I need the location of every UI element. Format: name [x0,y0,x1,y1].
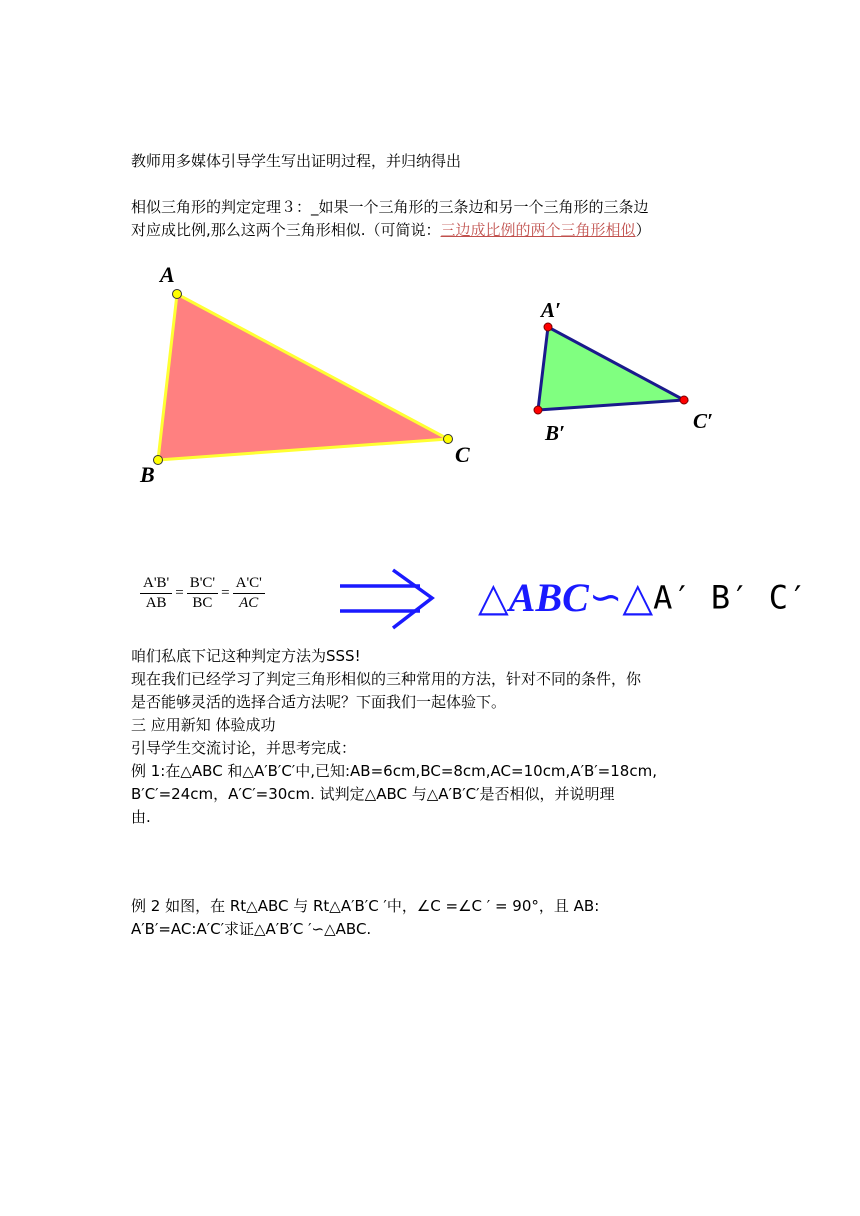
similar-symbol: ∽ [588,574,623,621]
triangle-symbol: △ [478,574,509,621]
triangles-figure [0,0,860,540]
label-c-prime: C′ [693,409,713,433]
fraction-2-numerator: B'C' [187,575,218,594]
example-2-line-2: A′B′=AC:A′C′求证△A′B′C ′∽△ABC. [131,920,372,938]
fraction-3-denominator: AC [239,595,259,611]
fraction-3 [233,575,265,612]
vertex-b [154,456,163,465]
triangle-symbol-2: △ [622,574,654,621]
vertex-c [444,435,453,444]
example-2-line-1: 例 2 如图，在 Rt△ABC 与 Rt△A′B′C ′中，∠C =∠C ′ = 90°，且 AB: [131,897,600,915]
fraction-2-denominator: BC [192,595,213,611]
fraction-2 [187,575,218,612]
vertex-a [173,290,182,299]
triangle-a-prime-b-prime-c-prime [538,327,684,410]
section-heading: 三 应用新知 体验成功 [131,716,276,734]
theorem-line-2-end: ） [635,221,651,239]
label-a: A [160,262,175,287]
fraction-1 [140,575,172,612]
similarity-conclusion [478,574,807,621]
theorem-line-1: 相似三角形的判定定理３：_如果一个三角形的三条边和另一个三角形的三条边 [131,198,649,216]
discussion-prompt: 引导学生交流讨论，并思考完成： [131,739,357,757]
triangle-abc [158,294,448,460]
vertex-c-prime [680,396,688,404]
equals-sign-1: = [175,585,184,601]
sss-note: 咱们私底下记这种判定方法为SSS! [131,647,361,665]
equals-sign-2: = [221,585,230,601]
example-1-line-3: 由. [131,808,151,826]
example-1-line-1: 例 1:在△ABC 和△A′B′C′中,已知:AB=6cm,BC=8cm,AC=10cm,A′B′=18cm, [131,762,657,780]
fraction-1-denominator: AB [145,595,167,611]
fraction-1-numerator: A'B' [140,575,172,594]
vertex-b-prime [534,406,542,414]
conclusion-abc: ABC [508,575,589,620]
review-line-1: 现在我们已经学习了判定三角形相似的三种常用的方法，针对不同的条件，你 [131,670,642,688]
example-1-line-2: B′C′=24cm，A′C′=30cm. 试判定△ABC 与△A′B′C′是否相似，并说明理 [131,785,615,803]
ratio-formula [140,575,265,612]
theorem-line-2-text: 对应成比例,那么这两个三角形相似.（可简说： [131,221,441,239]
conclusion-a-prime-b-prime-c-prime: A′ B′ C′ [653,578,808,617]
vertex-a-prime [544,323,552,331]
label-b: B [140,462,155,487]
review-line-2: 是否能够灵活的选择合适方法呢？下面我们一起体验下。 [131,693,507,711]
label-b-prime: B′ [545,421,565,445]
fraction-3-numerator: A'C' [233,575,265,594]
intro-text: 教师用多媒体引导学生写出证明过程，并归纳得出 [131,152,462,170]
theorem-summary-link[interactable]: 三边成比例的两个三角形相似 [440,221,636,239]
label-c: C [455,442,470,467]
label-a-prime: A′ [541,298,561,322]
